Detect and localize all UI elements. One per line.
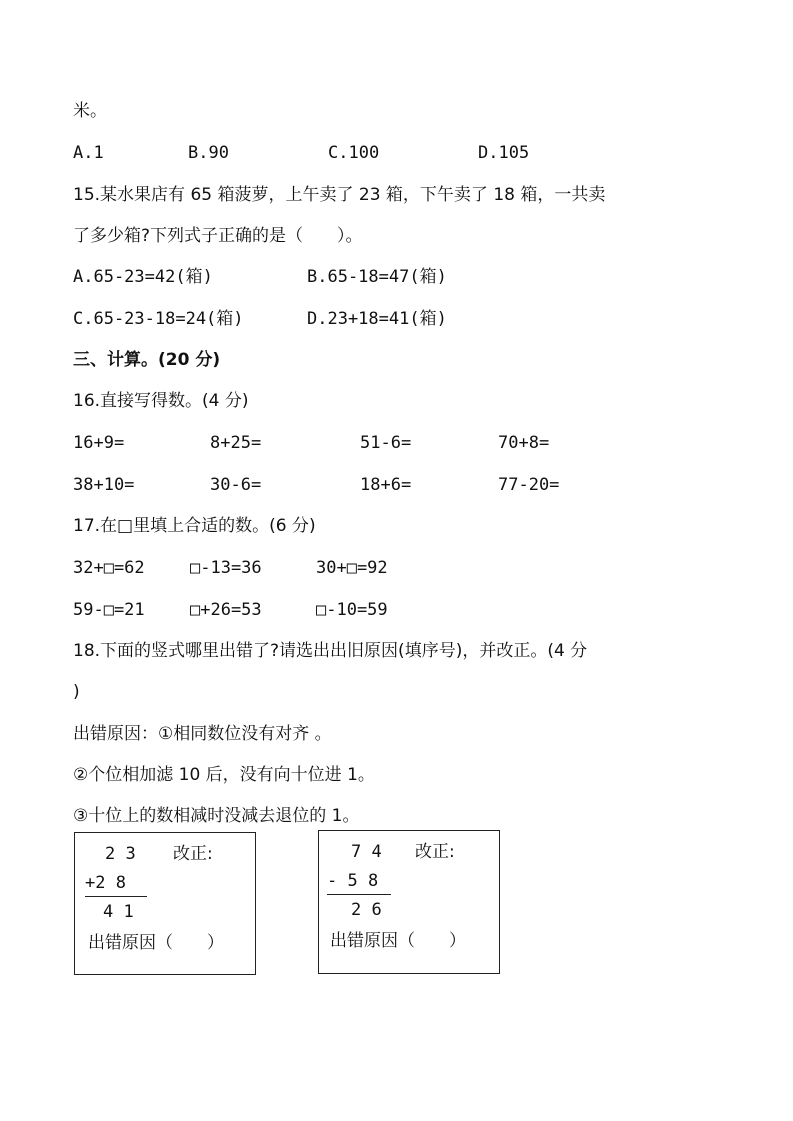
q18-title-end: ) xyxy=(73,682,80,702)
box1-result: 4 1 xyxy=(103,902,134,922)
box1-correct-label: 改正: xyxy=(173,844,213,864)
box2-difference-line xyxy=(327,894,391,895)
box2-subtrahend-row: - 5 8 xyxy=(327,871,379,891)
q17-item: 59-□=21 xyxy=(73,600,145,620)
q16-title: 16.直接写得数。(4 分) xyxy=(73,391,249,411)
q15-option-d: D.23+18=41(箱) xyxy=(307,309,447,329)
section-3-title: 三、计算。(20 分) xyxy=(73,350,221,370)
box2-reason-blank[interactable]: 出错原因（ ） xyxy=(330,931,466,951)
q18-reason-3: ③十位上的数相减时没减去退位的 1。 xyxy=(73,806,360,826)
q15-option-a: A.65-23=42(箱) xyxy=(73,267,213,287)
q16-item: 16+9= xyxy=(73,433,125,453)
q14-option-c: C.100 xyxy=(328,143,380,163)
q18-title: 18.下面的竖式哪里出错了?请选出出旧原因(填序号)，并改正。(4 分 xyxy=(73,641,588,661)
box1-addend-row: +2 8 xyxy=(85,873,126,893)
q15-line1: 15.某水果店有 65 箱菠萝，上午卖了 23 箱，下午卖了 18 箱，一共卖 xyxy=(73,185,606,205)
q16-item: 8+25= xyxy=(210,433,262,453)
q17-title: 17.在□里填上合适的数。(6 分) xyxy=(73,516,316,536)
q14-option-b: B.90 xyxy=(188,143,229,163)
q14-option-d: D.105 xyxy=(478,143,530,163)
q14-option-a: A.1 xyxy=(73,143,104,163)
q17-item: 32+□=62 xyxy=(73,558,145,578)
q16-item: 18+6= xyxy=(360,475,412,495)
q16-item: 70+8= xyxy=(498,433,550,453)
q17-item: □-10=59 xyxy=(316,600,388,620)
q17-item: □-13=36 xyxy=(190,558,262,578)
q15-option-c: C.65-23-18=24(箱) xyxy=(73,309,244,329)
box1-sum-line xyxy=(85,896,147,897)
q16-item: 51-6= xyxy=(360,433,412,453)
q18-reason-1: 出错原因：①相同数位没有对齐 。 xyxy=(73,724,332,744)
vertical-calc-box-1 xyxy=(74,832,256,975)
q16-item: 77-20= xyxy=(498,475,560,495)
q16-item: 30-6= xyxy=(210,475,262,495)
box1-top-number: 2 3 xyxy=(105,844,136,864)
q15-line2: 了多少箱?下列式子正确的是（ ）。 xyxy=(73,226,363,246)
box2-top-number: 7 4 xyxy=(351,842,382,862)
q17-item: 30+□=92 xyxy=(316,558,388,578)
q15-option-b: B.65-18=47(箱) xyxy=(307,267,447,287)
box2-result: 2 6 xyxy=(351,900,382,920)
q16-item: 38+10= xyxy=(73,475,135,495)
box1-reason-blank[interactable]: 出错原因（ ） xyxy=(88,933,224,953)
q17-item: □+26=53 xyxy=(190,600,262,620)
q14-tail: 米。 xyxy=(73,101,107,121)
box2-correct-label: 改正: xyxy=(415,842,455,862)
q18-reason-2: ②个位相加滤 10 后，没有向十位进 1。 xyxy=(73,765,375,785)
vertical-calc-box-2 xyxy=(318,830,500,974)
